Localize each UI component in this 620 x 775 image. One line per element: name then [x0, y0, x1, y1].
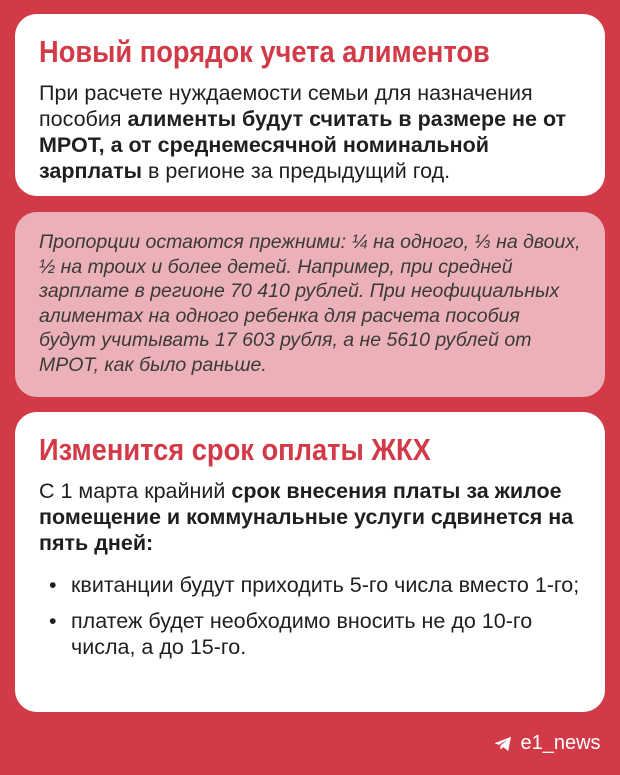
bullet-dot-icon: •	[49, 573, 57, 597]
telegram-channel-badge[interactable]	[475, 712, 620, 775]
utilities-bullet-list	[39, 572, 581, 660]
bullet-item-text: платеж будет необходимо вносить не до 10-го числа, а до 15-го.	[71, 609, 533, 659]
alimony-text	[39, 80, 581, 184]
alimony-heading: Новый порядок учета алиментов	[39, 34, 490, 69]
utilities-text-part-1: С 1 марта крайний	[39, 479, 232, 503]
alimony-card	[15, 14, 605, 196]
utilities-text	[39, 478, 581, 556]
telegram-icon	[494, 736, 512, 752]
alimony-text-bold: алименты будут считать в размере не от МРОТ, а от среднемесячной номинальной зарплаты	[39, 107, 567, 183]
alimony-text-part-1: При расчете нуждаемости семьи для назначения пособия	[39, 81, 533, 131]
bullet-dot-icon: •	[49, 609, 57, 633]
alimony-text-part-2: в регионе за предыдущий год.	[142, 159, 451, 183]
proportions-note-text: Пропорции остаются прежними: ¼ на одного, ⅓ на двоих, ½ на троих и более детей. Например, при средней зарплате в регионе 70 410 рублей. При неофициальных алиментах на одного ребенка для расчета пособия будут учитывать 17 603 рубля, а не 5610 рублей от МРОТ, как было раньше.	[39, 231, 581, 376]
utilities-heading: Изменится срок оплаты ЖКХ	[39, 432, 431, 467]
bullet-item	[39, 572, 581, 598]
bullet-item	[39, 608, 581, 660]
utilities-text-bold: срок внесения платы за жилое помещение и коммунальные услуги сдвинется на пять дней:	[39, 479, 574, 555]
bullet-item-text: квитанции будут приходить 5-го числа вместо 1-го;	[71, 573, 580, 597]
utilities-card	[15, 412, 605, 712]
proportions-note-card	[15, 212, 605, 397]
telegram-channel-name: e1_news	[520, 732, 601, 754]
